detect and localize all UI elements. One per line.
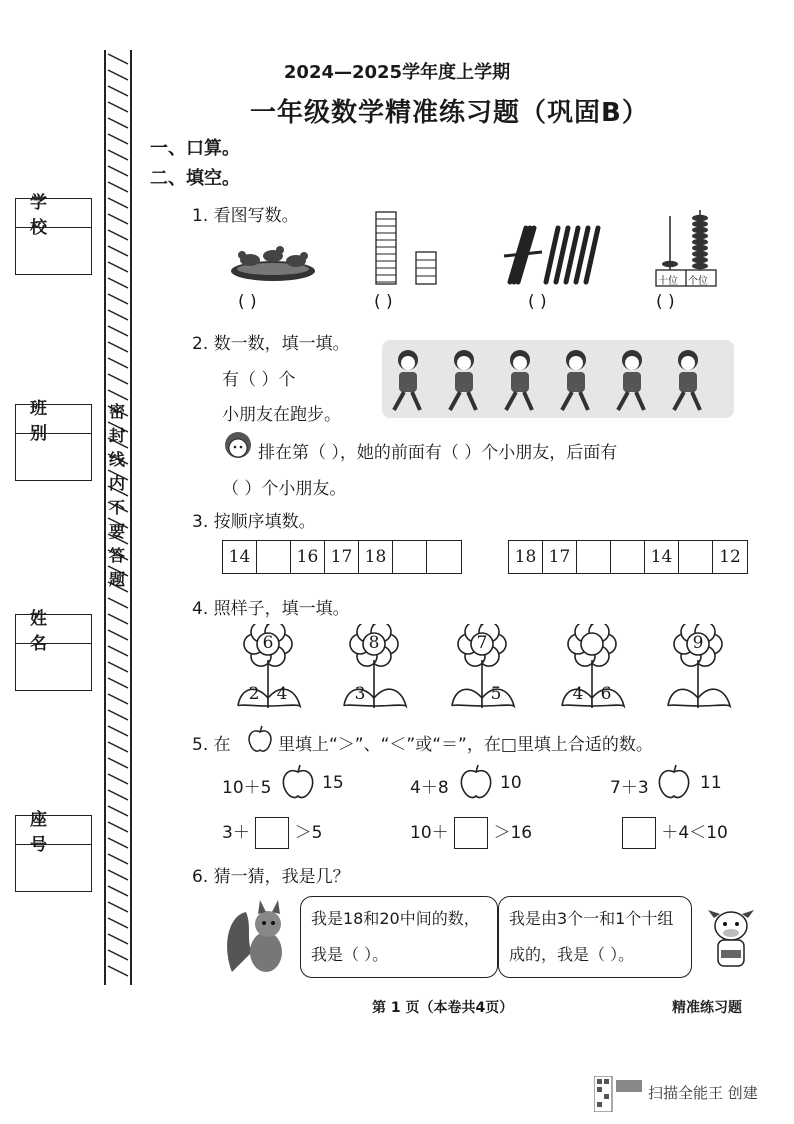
q5-title-a: 5. 在 [192,735,231,755]
q5-r1-left-3: 7＋3 [610,778,649,798]
q5-r1-left-1: 10＋5 [222,778,272,798]
q5-r2-blank-2[interactable] [454,817,488,849]
q3-title: 3. 按顺序填数。 [192,512,316,532]
squirrel-icon [222,896,292,976]
section-1-title: 一、口算。 [150,138,240,159]
seat-field[interactable] [15,810,92,892]
flower-left-number[interactable]: 2 [248,684,260,704]
seal-char: 不 [108,498,125,517]
flower-right-number[interactable]: 6 [600,684,612,704]
q5-r1-right-2: 10 [500,773,522,793]
seat-label: 座 号 [16,816,91,845]
q5-r2-row-2 [410,817,532,849]
qr-logo-icon [594,1076,644,1112]
q5-r2-row-3 [622,817,728,849]
name-field[interactable] [15,609,92,691]
q2-line1: 有（ ）个 [222,370,296,390]
q5-r2-right-1: ＞5 [294,823,323,843]
seal-char: 要 [108,522,125,541]
seq-a-cell[interactable] [427,541,461,573]
seq-b-cell[interactable]: 12 [719,547,741,567]
q2-title: 2. 数一数，填一填。 [192,334,350,354]
flower-item [560,624,650,712]
birds-nest-icon [228,238,318,284]
flower-top-number[interactable]: 6 [262,633,274,653]
q5-r2-blank-3[interactable] [622,817,656,849]
seq-b-cell[interactable]: 18 [509,541,543,573]
seal-char: 线 [108,450,125,469]
q5-r2-left-1: 3＋ [222,823,250,843]
flower-top-number[interactable]: 9 [692,633,704,653]
apple-answer-icon[interactable] [656,762,692,802]
apple-answer-icon[interactable] [458,762,494,802]
flower-item [342,624,432,712]
year-line: 2024—2025学年度上学期 [283,62,511,83]
flower-left-number[interactable]: 3 [354,684,366,704]
q5-r2-right-2: ＞16 [493,823,533,843]
q1-answer-1[interactable]: ( ) [238,292,257,312]
q5-r1-right-1: 15 [322,773,344,793]
speech-bubble-cow [498,896,692,978]
seq-a-cell[interactable]: 16 [291,541,325,573]
q1-title: 1. 看图写数。 [192,206,299,226]
seq-b-cell[interactable]: 17 [543,541,577,573]
counting-blocks-icon [372,208,442,288]
q6-title: 6. 猜一猜，我是几？ [192,867,350,887]
apple-icon [246,724,274,754]
bubble1-line2: 我是（ ）。 [311,945,389,964]
cow-icon [706,904,756,974]
seal-char: 密 [108,402,125,421]
q1-answer-4[interactable]: ( ) [656,292,675,312]
name-label: 姓 名 [16,615,91,644]
bubble2-line1: 我是由3个一和1个十组 [509,909,674,928]
sequence-row-b [508,540,748,574]
flower-right-number[interactable]: 5 [490,684,502,704]
flower-right-number[interactable]: 4 [276,684,288,704]
q2-line4: （ ）个小朋友。 [222,479,347,499]
q5-r2-blank-1[interactable] [255,817,289,849]
seq-b-cell[interactable] [577,541,611,573]
q5-r1-right-3: 11 [700,773,722,793]
seq-a-cell[interactable] [393,541,427,573]
flower-item [450,624,540,712]
q4-title: 4. 照样子，填一填。 [192,599,350,619]
q5-r1-left-2: 4＋8 [410,778,449,798]
flower-top-number[interactable]: 8 [368,633,380,653]
apple-answer-icon[interactable] [280,762,316,802]
girl-face-icon [222,428,254,460]
section-2-title: 二、填空。 [150,168,240,189]
q2-line2: 小朋友在跑步。 [222,405,341,425]
running-children-illustration [378,338,738,420]
seal-char: 封 [108,426,125,445]
bubble2-line2: 成的，我是（ ）。 [509,945,635,964]
scanner-watermark: 扫描全能王 创建 [648,1084,758,1102]
seq-b-cell[interactable] [611,541,645,573]
seq-b-cell[interactable]: 14 [645,541,679,573]
q5-r2-left-2: 10＋ [410,823,449,843]
flower-item [236,624,326,712]
seq-a-cell[interactable]: 17 [325,541,359,573]
page-number: 第 1 页（本卷共4页） [372,1000,514,1016]
seq-a-cell[interactable] [257,541,291,573]
abacus-tens-label: 十位 [658,276,678,287]
q5-r2-row-1 [222,817,322,849]
q5-r2-right-3: ＋4＜10 [661,823,728,843]
sticks-bundle-icon [492,222,608,288]
school-label: 学 校 [16,199,91,228]
q2-line3: 排在第（ ），她的前面有（ ）个小朋友，后面有 [258,443,618,463]
q5-title-b: 里填上“＞”、“＜”或“＝”，在□里填上合适的数。 [278,735,653,755]
sequence-row-a [222,540,462,574]
q1-answer-3[interactable]: ( ) [528,292,547,312]
page-title: 一年级数学精准练习题（巩固B） [250,98,649,128]
seq-b-cell[interactable] [679,541,713,573]
seq-a-cell[interactable]: 18 [359,541,393,573]
school-field[interactable] [15,193,92,275]
bubble1-line1: 我是18和20中间的数， [311,909,480,928]
abacus-ones-label: 个位 [688,276,708,287]
footer-brand: 精准练习题 [672,1000,742,1016]
q1-answer-2[interactable]: ( ) [374,292,393,312]
flower-item [666,624,756,712]
seq-a-cell[interactable]: 14 [223,541,257,573]
flower-top-number[interactable]: 7 [476,633,488,653]
seal-char: 答 [108,546,125,565]
class-field[interactable] [15,399,92,481]
flower-left-number[interactable]: 4 [572,684,584,704]
seal-text [106,400,128,592]
flower-icon [666,624,756,712]
seal-char: 内 [108,474,125,493]
class-label: 班 别 [16,405,91,434]
speech-bubble-squirrel [300,896,498,978]
seal-char: 题 [108,570,125,589]
